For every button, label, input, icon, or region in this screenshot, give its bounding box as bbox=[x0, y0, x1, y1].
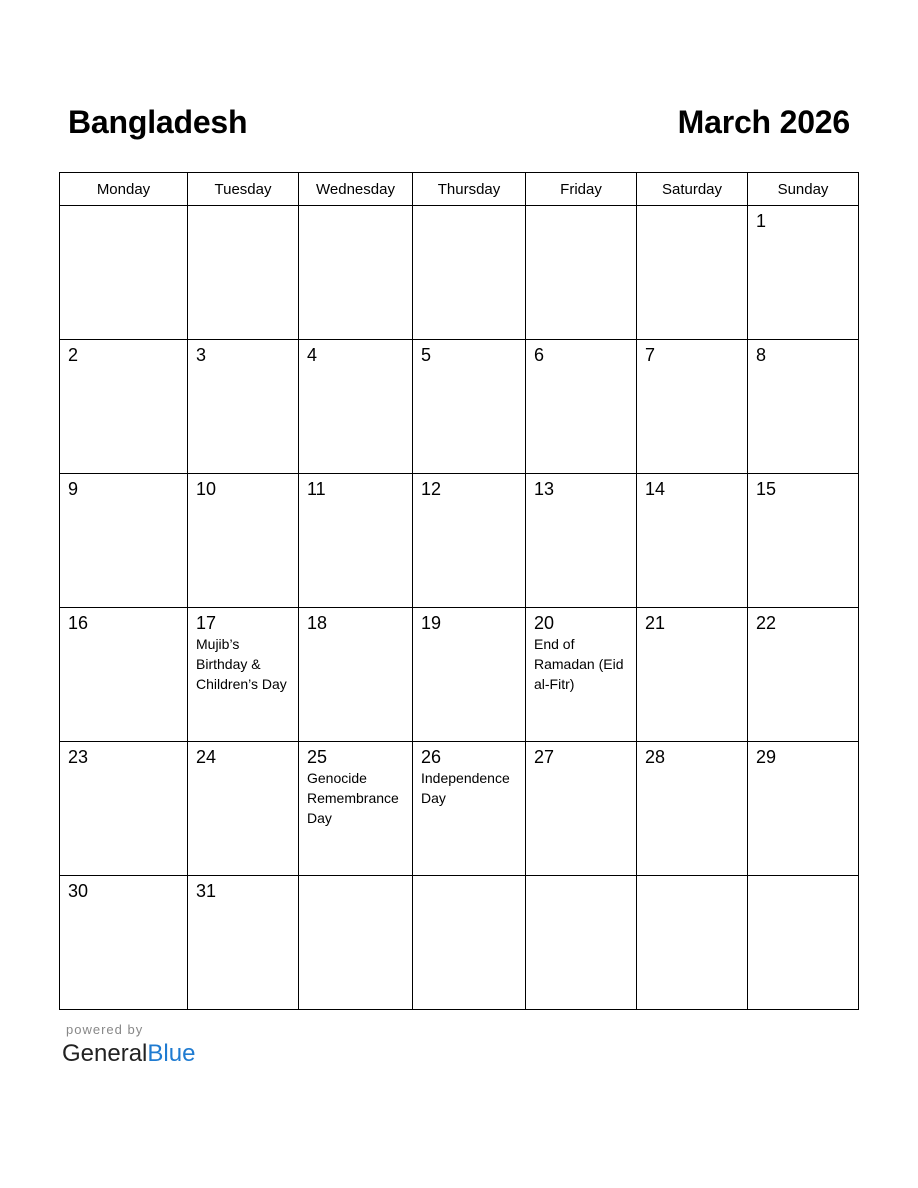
day-cell bbox=[188, 876, 299, 1010]
weekday-header: Sunday bbox=[748, 173, 859, 206]
day-cell bbox=[60, 608, 188, 742]
weekday-header: Thursday bbox=[413, 173, 526, 206]
day-cell bbox=[637, 474, 748, 608]
day-number: 8 bbox=[756, 345, 767, 365]
day-cell bbox=[299, 206, 413, 340]
week-row bbox=[60, 340, 859, 474]
powered-by-text: powered by bbox=[66, 1022, 144, 1037]
day-cell bbox=[748, 206, 859, 340]
day-cell bbox=[60, 742, 188, 876]
weekday-header: Friday bbox=[526, 173, 637, 206]
holiday-label: Independence Day bbox=[421, 770, 510, 806]
day-number: 23 bbox=[68, 747, 89, 767]
week-row bbox=[60, 742, 859, 876]
week-row bbox=[60, 206, 859, 340]
day-number: 25 bbox=[307, 747, 328, 767]
day-number: 19 bbox=[421, 613, 442, 633]
day-number: 17 bbox=[196, 613, 217, 633]
day-number: 3 bbox=[196, 345, 207, 365]
day-cell bbox=[526, 206, 637, 340]
day-cell bbox=[413, 742, 526, 876]
day-number: 28 bbox=[645, 747, 666, 767]
day-number: 12 bbox=[421, 479, 442, 499]
day-number: 13 bbox=[534, 479, 555, 499]
day-cell bbox=[637, 876, 748, 1010]
weekday-header: Wednesday bbox=[299, 173, 413, 206]
day-cell bbox=[60, 876, 188, 1010]
day-cell bbox=[60, 340, 188, 474]
weekday-header: Saturday bbox=[637, 173, 748, 206]
day-cell bbox=[748, 340, 859, 474]
day-cell bbox=[60, 474, 188, 608]
day-cell bbox=[748, 474, 859, 608]
day-cell bbox=[413, 206, 526, 340]
day-cell bbox=[748, 608, 859, 742]
day-cell bbox=[637, 206, 748, 340]
day-cell bbox=[413, 608, 526, 742]
day-number: 24 bbox=[196, 747, 217, 767]
brand-general: General bbox=[62, 1040, 148, 1067]
country-title: Bangladesh bbox=[68, 104, 248, 140]
day-number: 1 bbox=[756, 211, 767, 231]
day-cell bbox=[413, 340, 526, 474]
day-number: 7 bbox=[645, 345, 656, 365]
calendar-grid bbox=[59, 172, 859, 1010]
day-cell bbox=[526, 474, 637, 608]
day-number: 14 bbox=[645, 479, 666, 499]
day-cell bbox=[413, 876, 526, 1010]
week-row bbox=[60, 474, 859, 608]
day-cell bbox=[188, 474, 299, 608]
brand-blue: Blue bbox=[147, 1040, 196, 1067]
day-number: 2 bbox=[68, 345, 79, 365]
day-cell bbox=[637, 608, 748, 742]
day-number: 31 bbox=[196, 881, 217, 901]
day-number: 30 bbox=[68, 881, 89, 901]
day-cell bbox=[526, 876, 637, 1010]
day-number: 18 bbox=[307, 613, 328, 633]
day-cell bbox=[188, 608, 299, 742]
day-cell bbox=[748, 876, 859, 1010]
day-cell bbox=[637, 340, 748, 474]
day-number: 29 bbox=[756, 747, 777, 767]
day-number: 5 bbox=[421, 345, 432, 365]
brand-logo bbox=[62, 1040, 195, 1068]
holiday-label: End of Ramadan (Eid al-Fitr) bbox=[534, 636, 624, 692]
day-number: 27 bbox=[534, 747, 555, 767]
day-cell bbox=[60, 206, 188, 340]
day-cell bbox=[299, 876, 413, 1010]
day-number: 22 bbox=[756, 613, 777, 633]
day-number: 11 bbox=[307, 479, 326, 499]
day-number: 4 bbox=[307, 345, 318, 365]
day-cell bbox=[299, 608, 413, 742]
day-cell bbox=[526, 742, 637, 876]
day-number: 20 bbox=[534, 613, 555, 633]
weekday-header: Tuesday bbox=[188, 173, 299, 206]
holiday-label: Mujib’s Birthday & Children’s Day bbox=[196, 636, 287, 692]
month-title: March 2026 bbox=[677, 104, 850, 140]
day-number: 21 bbox=[645, 613, 666, 633]
day-cell bbox=[188, 340, 299, 474]
day-cell bbox=[299, 474, 413, 608]
day-number: 10 bbox=[196, 479, 217, 499]
weekday-header-row bbox=[60, 173, 859, 206]
weekday-header: Monday bbox=[60, 173, 188, 206]
day-cell bbox=[637, 742, 748, 876]
day-number: 15 bbox=[756, 479, 777, 499]
day-cell bbox=[188, 742, 299, 876]
day-cell bbox=[188, 206, 299, 340]
week-row bbox=[60, 608, 859, 742]
day-cell bbox=[413, 474, 526, 608]
day-number: 26 bbox=[421, 747, 442, 767]
day-cell bbox=[526, 340, 637, 474]
day-cell bbox=[748, 742, 859, 876]
day-number: 9 bbox=[68, 479, 79, 499]
week-row bbox=[60, 876, 859, 1010]
day-number: 6 bbox=[534, 345, 545, 365]
day-cell bbox=[299, 340, 413, 474]
day-cell bbox=[526, 608, 637, 742]
holiday-label: Genocide Remembrance Day bbox=[307, 770, 399, 826]
day-number: 16 bbox=[68, 613, 89, 633]
day-cell bbox=[299, 742, 413, 876]
